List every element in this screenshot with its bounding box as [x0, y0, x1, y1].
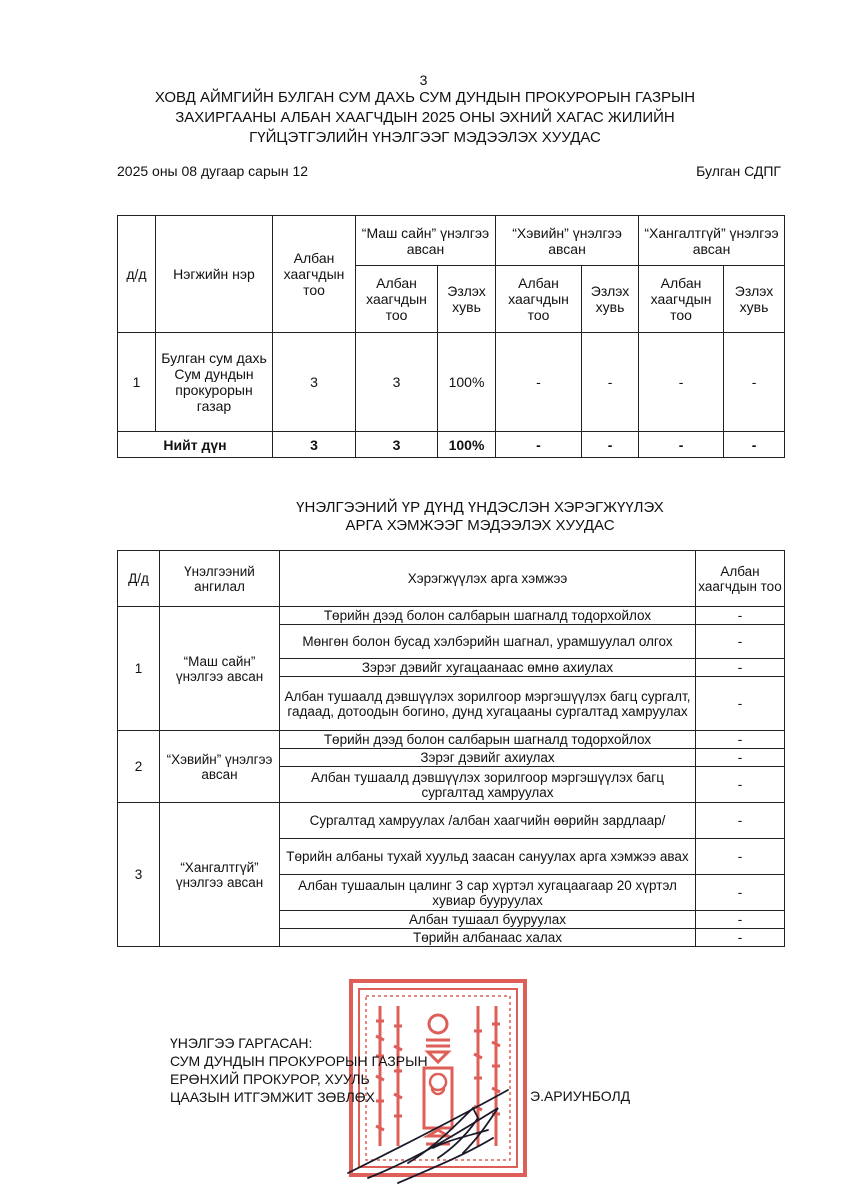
cell-poor-count: -: [639, 333, 724, 432]
cell-norm-count: -: [496, 333, 582, 432]
count-cell: -: [696, 731, 785, 749]
header-no: д/д: [118, 216, 156, 333]
subtitle-line-1: ҮНЭЛГЭЭНИЙ ҮР ДҮНД ҮНДЭСЛЭН ХЭРЭГЖҮҮЛЭХ: [296, 499, 664, 516]
document-title: [120, 88, 730, 148]
title-line-2: ЗАХИРГААНЫ АЛБАН ХААГЧДЫН 2025 ОНЫ ЭХНИЙ ХАГАС ЖИЛИЙН: [175, 109, 675, 126]
subheader-count: Албан хаагчдын тоо: [639, 266, 724, 333]
cell-norm-pct: -: [582, 333, 639, 432]
header-unit: Нэгжийн нэр: [156, 216, 273, 333]
header-category: Үнэлгээний ангилал: [160, 551, 280, 607]
title-line-3: ГҮЙЦЭТГЭЛИЙН ҮНЭЛГЭЭГ МЭДЭЭЛЭХ ХУУДАС: [249, 129, 601, 146]
count-cell: -: [696, 839, 785, 875]
title-line-1: ХОВД АЙМГИЙН БУЛГАН СУМ ДАХЬ СУМ ДУНДЫН ПРОКУРОРЫН ГАЗРЫН: [154, 89, 696, 106]
cell-unit: Булган сум дахь Сум дундын прокурорын газар: [156, 333, 273, 432]
measure-cell: Төрийн дээд болон салбарын шагналд тодорхойлох: [280, 607, 696, 625]
subheader-percent: Эзлэх хувь: [724, 266, 785, 333]
total-poor-pct: -: [724, 432, 785, 458]
measure-cell: Зэрэг дэвийг ахиулах: [280, 749, 696, 767]
count-cell: -: [696, 625, 785, 659]
count-cell: -: [696, 749, 785, 767]
measure-cell: Сургалтад хамруулах /албан хаагчийн өөрийн зардлаар/: [280, 803, 696, 839]
cell-no: 1: [118, 333, 156, 432]
header-measure: Хэрэгжүүлэх арга хэмжээ: [280, 551, 696, 607]
header-excellent: “Маш сайн” үнэлгээ авсан: [356, 216, 496, 266]
section-subtitle: [200, 499, 760, 535]
table-row: [118, 333, 785, 432]
table-row: [118, 607, 785, 625]
total-count: 3: [273, 432, 356, 458]
measure-cell: Төрийн албаны тухай хуульд заасан сануулах арга хэмжээ авах: [280, 839, 696, 875]
measure-cell: Албан тушаал бууруулах: [280, 911, 696, 929]
group-category: “Маш сайн” үнэлгээ авсан: [160, 607, 280, 731]
total-exc-pct: 100%: [438, 432, 496, 458]
subheader-percent: Эзлэх хувь: [438, 266, 496, 333]
cell-poor-pct: -: [724, 333, 785, 432]
header-staff-count: Албан хаагчдын тоо: [273, 216, 356, 333]
group-no: 3: [118, 803, 160, 947]
header-no: Д/д: [118, 551, 160, 607]
count-cell: -: [696, 607, 785, 625]
office-name: Булган СДПГ: [696, 163, 781, 179]
subheader-percent: Эзлэх хувь: [582, 266, 639, 333]
total-row: [118, 432, 785, 458]
count-cell: -: [696, 767, 785, 803]
measures-table: [117, 550, 785, 947]
page-number: 3: [419, 72, 428, 88]
evaluation-summary-table: [117, 215, 785, 458]
signature-line-1: ҮНЭЛГЭЭ ГАРГАСАН:: [170, 1035, 313, 1051]
measure-cell: Төрийн албанаас халах: [280, 929, 696, 947]
total-norm-count: -: [496, 432, 582, 458]
header-staff-count: Албан хаагчдын тоо: [696, 551, 785, 607]
signer-name: Э.АРИУНБОЛД: [530, 1088, 631, 1104]
count-cell: -: [696, 875, 785, 911]
header-normal: “Хэвийн” үнэлгээ авсан: [496, 216, 639, 266]
subtitle-line-2: АРГА ХЭМЖЭЭГ МЭДЭЭЛЭХ ХУУДАС: [345, 517, 615, 534]
count-cell: -: [696, 803, 785, 839]
signature-line-2: СУМ ДУНДЫН ПРОКУРОРЫН ГАЗРЫН: [170, 1053, 428, 1069]
group-no: 1: [118, 607, 160, 731]
group-category: “Хэвийн” үнэлгээ авсан: [160, 731, 280, 803]
handwritten-signature: [338, 1078, 538, 1188]
signature-line-3: ЕРӨНХИЙ ПРОКУРОР, ХУУЛЬ: [170, 1071, 370, 1087]
count-cell: -: [696, 911, 785, 929]
total-exc-count: 3: [356, 432, 438, 458]
count-cell: -: [696, 677, 785, 731]
subheader-count: Албан хаагчдын тоо: [356, 266, 438, 333]
table-row: [118, 731, 785, 749]
group-category: “Хангалтгүй” үнэлгээ авсан: [160, 803, 280, 947]
measure-cell: Мөнгөн болон бусад хэлбэрийн шагнал, урамшуулал олгох: [280, 625, 696, 659]
cell-count: 3: [273, 333, 356, 432]
count-cell: -: [696, 659, 785, 677]
signature-line-4: ЦААЗЫН ИТГЭМЖИТ ЗӨВЛӨХ: [170, 1089, 376, 1105]
measure-cell: Албан тушаалын цалинг 3 сар хүртэл хугацаагаар 20 хүртэл хувиар бууруулах: [280, 875, 696, 911]
document-date: 2025 оны 08 дугаар сарын 12: [117, 163, 309, 179]
measure-cell: Зэрэг дэвийг хугацаанаас өмнө ахиулах: [280, 659, 696, 677]
total-poor-count: -: [639, 432, 724, 458]
table-row: [118, 803, 785, 839]
group-no: 2: [118, 731, 160, 803]
measure-cell: Албан тушаалд дэвшүүлэх зорилгоор мэргэшүүлэх багц сургалтад хамруулах: [280, 767, 696, 803]
measure-cell: Албан тушаалд дэвшүүлэх зорилгоор мэргэшүүлэх багц сургалт, гадаад, дотоодын богино, дунд хугацааны сургалтад хамруулах: [280, 677, 696, 731]
measure-cell: Төрийн дээд болон салбарын шагналд тодорхойлох: [280, 731, 696, 749]
cell-exc-pct: 100%: [438, 333, 496, 432]
cell-exc-count: 3: [356, 333, 438, 432]
count-cell: -: [696, 929, 785, 947]
header-poor: “Хангалтгүй” үнэлгээ авсан: [639, 216, 785, 266]
subheader-count: Албан хаагчдын тоо: [496, 266, 582, 333]
total-label: Нийт дүн: [118, 432, 273, 458]
total-norm-pct: -: [582, 432, 639, 458]
